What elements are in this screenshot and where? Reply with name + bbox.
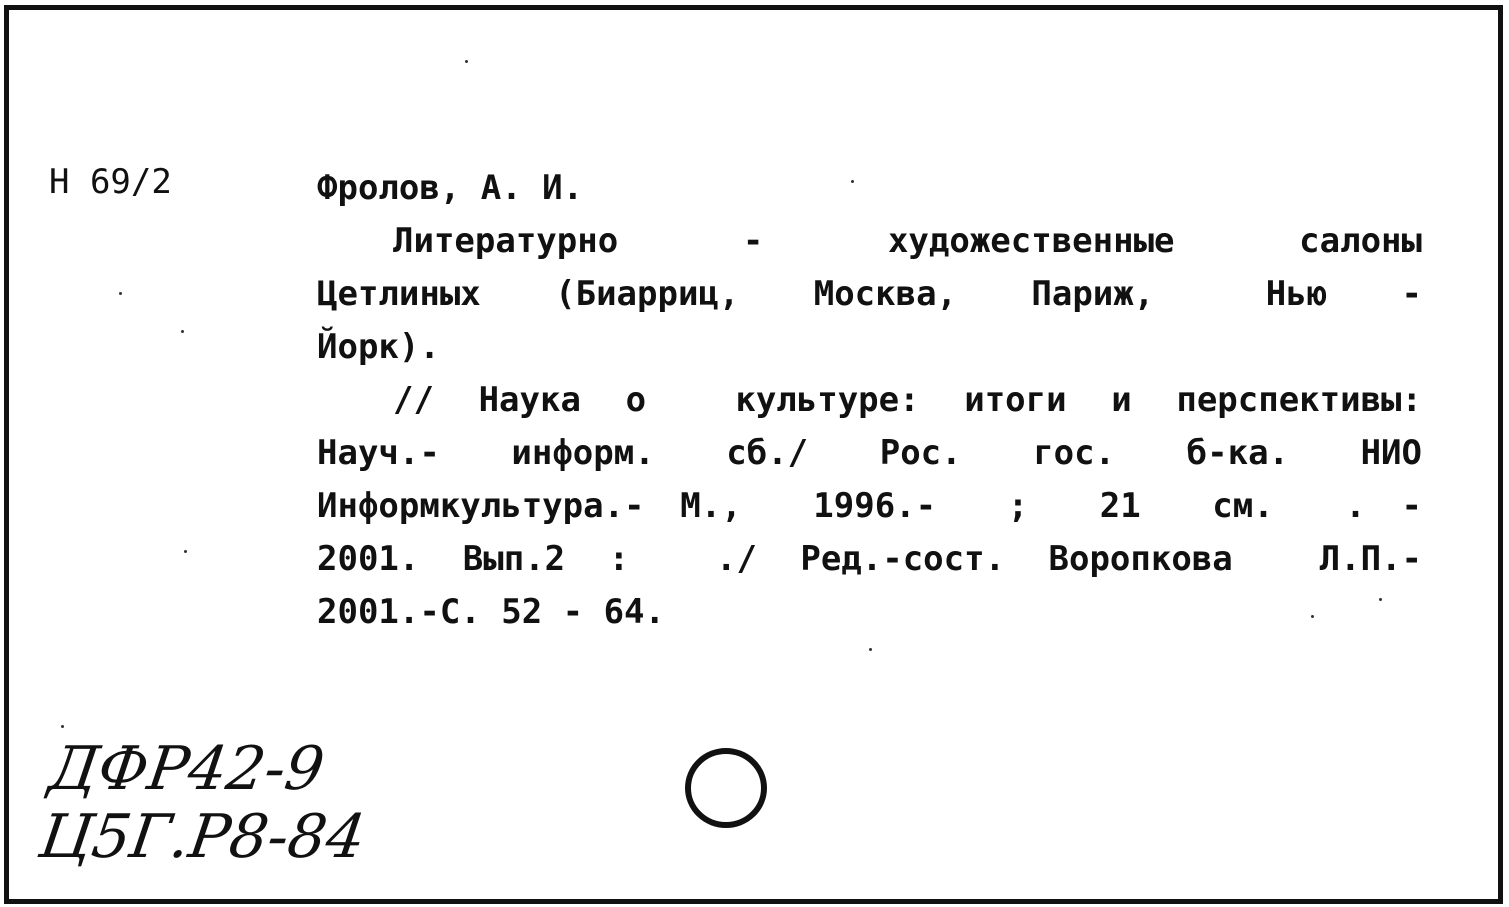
handwritten-line-1: ДФР42-9 (44, 734, 329, 804)
scan-speck (119, 292, 122, 295)
circle-outline-icon (683, 745, 769, 831)
source-line-3: Информкультура.- М., 1996.- ; 21 см. . - (317, 486, 1422, 526)
author-heading: Фролов, А. И. (317, 168, 584, 208)
handwritten-classification (35, 735, 379, 871)
handwritten-line-2: Ц5Г.Р8-84 (35, 802, 370, 872)
scan-speck (1311, 615, 1314, 618)
source-line-1: // Наука о культуре: итоги и перспективы: (393, 380, 1422, 420)
bibliographic-entry (317, 162, 1422, 639)
catalog-card (4, 5, 1503, 904)
source-line-2: Науч.- информ. сб./ Рос. гос. б-ка. НИО (317, 433, 1422, 473)
title-line-1: Литературно - художественные салоны (393, 221, 1422, 261)
scan-speck (1379, 598, 1382, 601)
source-line-4: 2001. Вып.2 : ./ Ред.-сост. Воропкова Л.П.- (317, 539, 1422, 579)
scan-speck (869, 648, 872, 651)
scan-speck (61, 725, 64, 728)
title-line-3: Йорк). (317, 327, 440, 367)
title-line-2: Цетлиных (Биарриц, Москва, Париж, Нью - (317, 274, 1422, 314)
scan-speck (184, 550, 187, 553)
scan-speck (465, 60, 468, 63)
scan-speck (181, 330, 184, 333)
scan-speck (851, 180, 854, 183)
source-line-5: 2001.-С. 52 - 64. (317, 592, 665, 632)
shelfmark: Н 69/2 (49, 162, 172, 202)
